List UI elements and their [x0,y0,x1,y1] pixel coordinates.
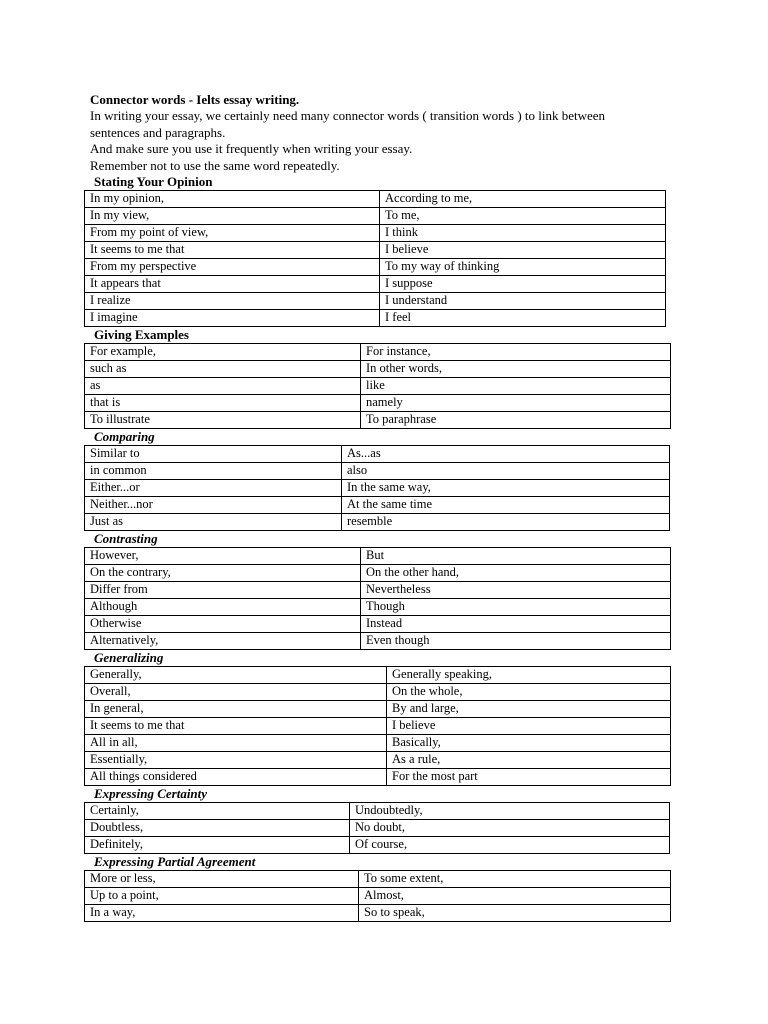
table-cell: Certainly, [85,803,350,820]
section-title: Expressing Partial Agreement [94,854,256,869]
table-row [85,548,671,565]
table-cell: Even though [361,633,671,650]
intro-paragraph [90,108,680,174]
table-row [85,412,671,429]
table-cell: Generally, [85,667,387,684]
table-cell: On the contrary, [85,565,361,582]
section-title: Comparing [94,429,155,444]
table-row [85,684,671,701]
table-cell: Neither...nor [85,497,342,514]
table-cell: I imagine [85,310,380,327]
intro-line: Remember not to use the same word repeatedly. [90,157,340,173]
table-cell: To my way of thinking [380,259,666,276]
table-cell: Overall, [85,684,387,701]
table-cell: namely [361,395,671,412]
table-cell: as [85,378,361,395]
table-cell: I believe [380,242,666,259]
table-cell: Though [361,599,671,616]
table-cell: I suppose [380,276,666,293]
table-cell: In general, [85,701,387,718]
table-cell: It appears that [85,276,380,293]
table-cell: Differ from [85,582,361,599]
table-cell: More or less, [85,871,359,888]
table-cell: Almost, [359,888,671,905]
table-row [85,565,671,582]
section-title: Giving Examples [94,327,189,342]
table-row [85,837,670,854]
table-cell: Generally speaking, [387,667,671,684]
table-row [85,905,671,922]
table-cell: On the whole, [387,684,671,701]
table-cell: Nevertheless [361,582,671,599]
connector-table [84,666,671,786]
table-cell: It seems to me that [85,718,387,735]
table-cell: that is [85,395,361,412]
table-cell: Instead [361,616,671,633]
table-cell: It seems to me that [85,242,380,259]
table-row [85,344,671,361]
table-cell: For the most part [387,769,671,786]
table-cell: Either...or [85,480,342,497]
table-cell: To some extent, [359,871,671,888]
connector-table [84,445,670,531]
table-row [85,803,670,820]
table-cell: such as [85,361,361,378]
table-cell: In a way, [85,905,359,922]
table-row [85,242,666,259]
table-row [85,480,670,497]
table-cell: For instance, [361,344,671,361]
table-cell: Basically, [387,735,671,752]
table-cell: By and large, [387,701,671,718]
table-row [85,701,671,718]
table-cell: To me, [380,208,666,225]
intro-line: In writing your essay, we certainly need many connector words ( transition words ) to link between [90,108,606,123]
table-row [85,752,671,769]
table-cell: Just as [85,514,342,531]
table-row [85,446,670,463]
table-row [85,310,666,327]
table-cell: Undoubtedly, [350,803,670,820]
table-cell: Otherwise [85,616,361,633]
intro-line: And make sure you use it frequently when writing your essay. [90,141,413,156]
table-cell: Doubtless, [85,820,350,837]
table-cell: like [361,378,671,395]
section-title: Stating Your Opinion [94,174,213,189]
table-row [85,208,666,225]
table-row [85,582,671,599]
table-cell: Although [85,599,361,616]
table-cell: Up to a point, [85,888,359,905]
table-cell: On the other hand, [361,565,671,582]
table-cell: I believe [387,718,671,735]
table-cell: Similar to [85,446,342,463]
table-cell: As a rule, [387,752,671,769]
table-cell: in common [85,463,342,480]
table-row [85,871,671,888]
table-cell: From my point of view, [85,225,380,242]
table-row [85,820,670,837]
table-row [85,463,670,480]
table-cell: All in all, [85,735,387,752]
table-cell: I feel [380,310,666,327]
table-row [85,361,671,378]
table-cell: All things considered [85,769,387,786]
connector-table [84,190,666,327]
intro-line: sentences and paragraphs. [90,124,226,140]
table-row [85,718,671,735]
table-cell: From my perspective [85,259,380,276]
table-cell: Definitely, [85,837,350,854]
table-row [85,735,671,752]
table-cell: In my view, [85,208,380,225]
section-title: Generalizing [94,650,164,665]
table-row [85,616,671,633]
table-cell: In my opinion, [85,191,380,208]
table-cell: I think [380,225,666,242]
section-title: Expressing Certainty [94,786,208,801]
table-cell: Essentially, [85,752,387,769]
document-title: Connector words - Ielts essay writing. [90,92,300,107]
table-cell: I realize [85,293,380,310]
table-row [85,259,666,276]
sections-container [90,174,680,922]
table-row [85,888,671,905]
table-cell: No doubt, [350,820,670,837]
document-page [90,92,680,922]
connector-table [84,802,670,854]
table-row [85,276,666,293]
table-row [85,378,671,395]
table-row [85,225,666,242]
connector-table [84,343,671,429]
table-row [85,514,670,531]
table-cell: For example, [85,344,361,361]
table-cell: As...as [342,446,670,463]
connector-table [84,870,671,922]
table-row [85,395,671,412]
connector-table [84,547,671,650]
section-title: Contrasting [94,531,158,546]
table-cell: To illustrate [85,412,361,429]
table-cell: In the same way, [342,480,670,497]
table-row [85,769,671,786]
table-row [85,633,671,650]
table-cell: also [342,463,670,480]
table-cell: According to me, [380,191,666,208]
table-cell: To paraphrase [361,412,671,429]
table-row [85,667,671,684]
table-row [85,293,666,310]
table-cell: At the same time [342,497,670,514]
table-row [85,599,671,616]
table-cell: Alternatively, [85,633,361,650]
table-cell: So to speak, [359,905,671,922]
table-cell: However, [85,548,361,565]
table-row [85,497,670,514]
table-row [85,191,666,208]
table-cell: But [361,548,671,565]
table-cell: In other words, [361,361,671,378]
table-cell: I understand [380,293,666,310]
table-cell: Of course, [350,837,670,854]
table-cell: resemble [342,514,670,531]
